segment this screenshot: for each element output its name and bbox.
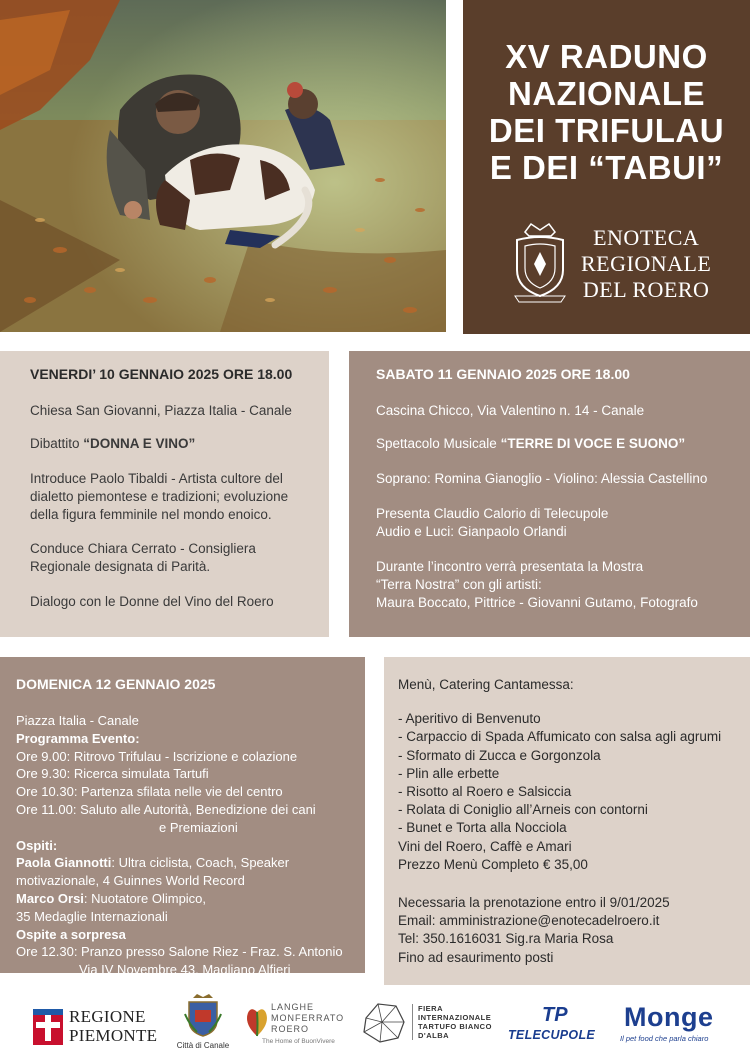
program-time: Ore 11.00:: [16, 801, 81, 817]
guest-name: Marco Orsi: [16, 890, 84, 906]
event-title: [463, 38, 750, 186]
friday-heading: VENERDI’ 10 GENNAIO 2025 ORE 18.00: [30, 366, 293, 382]
fiera-text: D'ALBA: [418, 1031, 450, 1040]
monge-logo: [618, 1002, 728, 1046]
sunday-heading: DOMENICA 12 GENNAIO 2025: [16, 676, 216, 692]
menu-heading: Menù, Catering Cantamessa:: [398, 677, 574, 692]
program-time: Ore 9.00:: [16, 748, 74, 764]
guest-1: [16, 854, 355, 872]
langhe-text: ROERO: [271, 1024, 310, 1034]
friday-dialogue: Dialogo con le Donne del Vino del Roero: [30, 594, 274, 609]
fiera-tartufo-logo: [358, 1000, 498, 1050]
program-text: Ritrovo Trifulau - Iscrizione e colazione: [73, 748, 298, 764]
guest-name: Paola Giannotti: [16, 855, 112, 871]
guest-2-desc: 35 Medaglie Internazionali: [16, 908, 168, 924]
truffle-polyhedron-icon: [358, 1000, 408, 1046]
menu-price: Prezzo Menù Completo € 35,00: [398, 856, 588, 872]
piemonte-shield-icon: [33, 1009, 63, 1045]
sunday-place: Piazza Italia - Canale: [16, 713, 139, 728]
availability-note: Fino ad esaurimento posti: [398, 949, 554, 965]
crest-icon: [511, 222, 569, 304]
booking-phone: Tel: 350.1616031 Sig.ra Maria Rosa: [398, 931, 614, 947]
saturday-audio: Audio e Luci: Gianpaolo Orlandi: [376, 524, 567, 539]
langhe-text: MONFERRATO: [271, 1013, 345, 1023]
saturday-show: [376, 435, 740, 453]
title-line: NAZIONALE: [508, 75, 705, 112]
friday-moderator: Conduce Chiara Cerrato - Consigliera Regionale designata di Parità.: [30, 541, 256, 574]
org-line: ENOTECA: [593, 225, 700, 250]
friday-debate: [30, 435, 315, 453]
program-time: Ore 10.30:: [16, 784, 82, 800]
program-continuation: e Premiazioni: [159, 819, 238, 835]
langhe-monferrato-roero-logo: [246, 1000, 346, 1050]
langhe-text: LANGHE: [271, 1002, 315, 1012]
lunch-continuation: Via IV Novembre 43, Magliano Alfieri: [79, 962, 291, 978]
title-line: DEI TRIFULAU: [488, 112, 725, 149]
sponsor-footer: [0, 990, 750, 1060]
org-line: REGIONALE: [581, 251, 712, 276]
citta-di-canale-logo: [174, 994, 232, 1056]
saturday-exhibit: “Terra Nostra” con gli artisti:: [376, 577, 542, 592]
monge-text: Monge: [624, 1002, 714, 1032]
title-line: E DEI “TABUI”: [489, 149, 724, 186]
guest-desc: : Nuotatore Olimpico,: [83, 890, 207, 906]
program-item: [16, 783, 355, 801]
regione-text: PIEMONTE: [69, 1026, 158, 1045]
canale-crest-icon: [183, 994, 223, 1038]
friday-panel: [0, 351, 329, 637]
saturday-artists: Soprano: Romina Gianoglio - Violino: Alessia Castellino: [376, 471, 708, 486]
saturday-exhibit: Maura Boccato, Pittrice - Giovanni Gutamo, Fotografo: [376, 595, 698, 610]
lunch-text: Pranzo presso Salone Riez - Fraz. S. Antonio: [81, 944, 343, 960]
program-item: [16, 765, 355, 783]
sunday-panel: [0, 657, 365, 978]
debate-prefix: Dibattito: [30, 436, 84, 451]
program-text: Partenza sfilata nelle vie del centro: [81, 784, 283, 800]
program-text: Ricerca simulata Tartufi: [73, 766, 209, 782]
menu-item: - Aperitivo di Benvenuto: [398, 711, 541, 727]
menu-item: - Plin alle erbette: [398, 765, 500, 781]
program-item: [16, 748, 355, 766]
program-label: Programma Evento:: [16, 730, 140, 746]
regione-piemonte-logo: [33, 1007, 161, 1047]
guest-desc: : Ultra ciclista, Coach, Speaker: [111, 855, 290, 871]
enoteca-logo-text: [581, 225, 711, 303]
menu-item: - Carpaccio di Spada Affumicato con salsa agli agrumi: [398, 729, 722, 745]
booking-email: Email: amministrazione@enotecadelroero.it: [398, 913, 660, 929]
booking-note: Necessaria la prenotazione entro il 9/01/2025: [398, 895, 670, 911]
telecupole-text: TELECUPOLE: [508, 1028, 596, 1042]
fiera-text: TARTUFO BIANCO: [418, 1022, 492, 1031]
program-text: Saluto alle Autorità, Benedizione dei cani: [80, 801, 316, 817]
guest-1-desc: motivazionale, 4 Guinnes World Record: [16, 873, 245, 889]
guests-label: Ospiti:: [16, 837, 58, 853]
heart-leaf-icon: [246, 1004, 268, 1038]
telecupole-logo: [508, 1004, 608, 1046]
show-prefix: Spettacolo Musicale: [376, 436, 501, 451]
menu-wines: Vini del Roero, Caffè e Amari: [398, 838, 572, 854]
fiera-text: FIERA: [418, 1004, 443, 1013]
telecupole-mark: TP: [542, 1004, 568, 1026]
saturday-presenter: Presenta Claudio Calorio di Telecupole: [376, 506, 609, 521]
title-line: XV RADUNO: [505, 38, 708, 75]
canale-text: Città di Canale: [176, 1041, 230, 1050]
menu-item: - Bunet e Torta alla Nocciola: [398, 820, 567, 836]
hero-photo: [0, 0, 446, 332]
menu-item: - Rolata di Coniglio all’Arneis con contorni: [398, 802, 648, 818]
menu-panel: [384, 657, 750, 985]
lunch-item: [16, 943, 355, 961]
org-line: DEL ROERO: [582, 277, 710, 302]
regione-text: REGIONE: [69, 1007, 146, 1026]
guest-2: [16, 890, 355, 908]
menu-item: - Risotto al Roero e Salsiccia: [398, 784, 572, 800]
monge-tagline: Il pet food che parla chiaro: [620, 1034, 709, 1043]
menu-item: - Sformato di Zucca e Gorgonzola: [398, 747, 601, 763]
friday-place: Chiesa San Giovanni, Piazza Italia - Canale: [30, 403, 292, 418]
surprise-guest-label: Ospite a sorpresa: [16, 926, 126, 942]
debate-title: “DONNA E VINO”: [83, 436, 196, 451]
program-item: [16, 801, 355, 819]
title-box: [463, 0, 750, 334]
saturday-exhibit: Durante l’incontro verrà presentata la Mostra: [376, 559, 644, 574]
friday-intro: Introduce Paolo Tibaldi - Artista cultore del dialetto piemontese e tradizioni; evoluzione della figura femminile nel mondo enoico.: [30, 471, 289, 522]
fiera-text: INTERNAZIONALE: [418, 1013, 492, 1022]
saturday-heading: SABATO 11 GENNAIO 2025 ORE 18.00: [376, 366, 630, 382]
show-title: “TERRE DI VOCE E SUONO”: [500, 436, 686, 451]
program-time: Ore 9.30:: [16, 766, 74, 782]
lunch-time: Ore 12.30:: [16, 944, 82, 960]
saturday-place: Cascina Chicco, Via Valentino n. 14 - Canale: [376, 403, 645, 418]
saturday-panel: [349, 351, 750, 637]
langhe-tagline: The Home of BuonVivere: [262, 1038, 335, 1045]
